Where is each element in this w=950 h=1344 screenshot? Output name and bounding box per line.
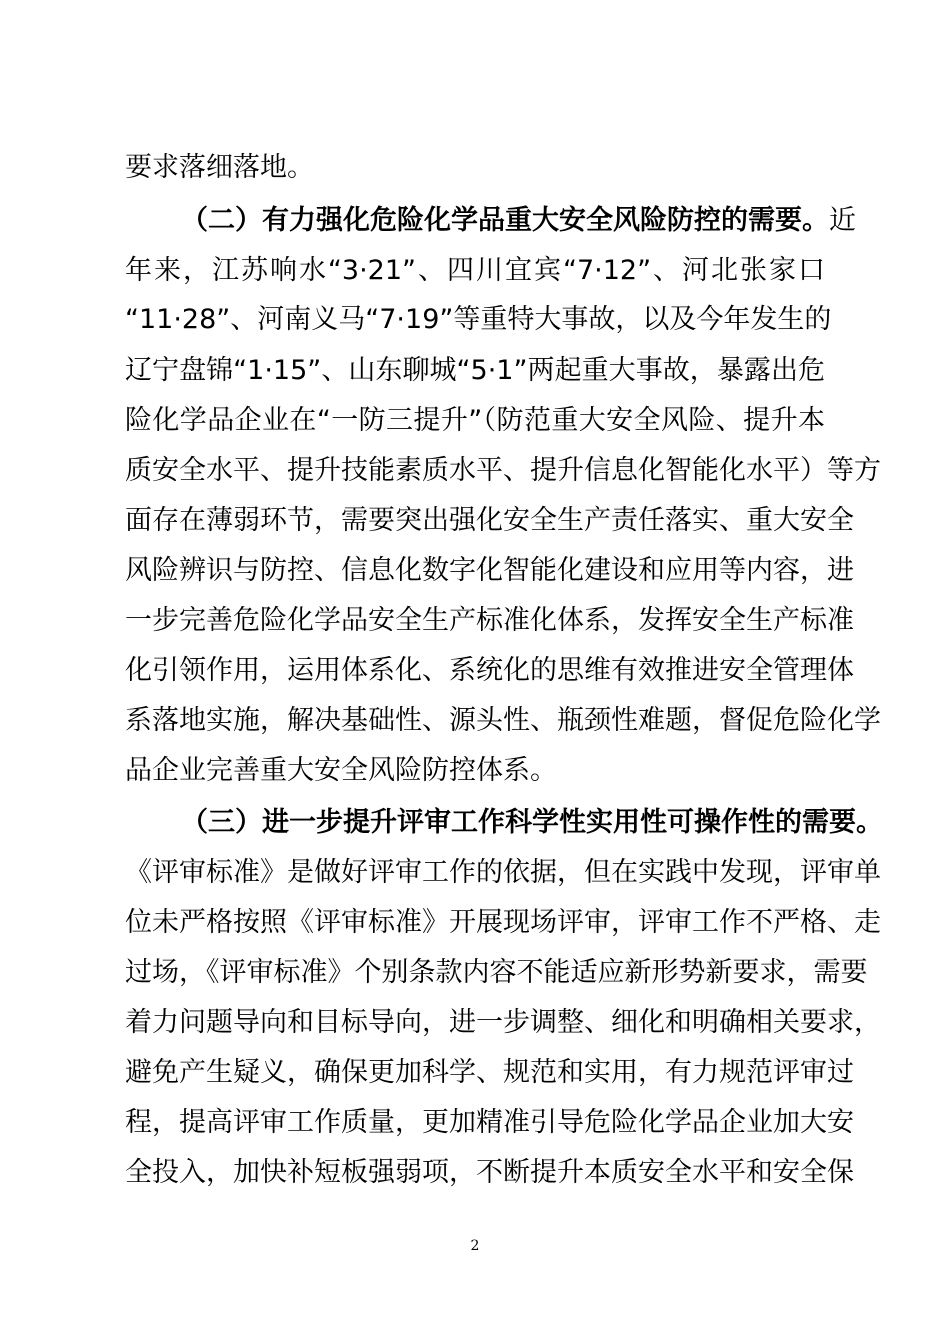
text-line: 辽宁盘锦“1·15”、山东聊城“5·1”两起重大事故，暴露出危 [125, 355, 825, 386]
text-line: 过场，《评审标准》个别条款内容不能适应新形势新要求，需要 [125, 957, 868, 988]
text-line: 一步完善危险化学品安全生产标准化体系，发挥安全生产标准 [125, 605, 854, 636]
section-heading-line: （二）有力强化危险化学品重大安全风险防控的需要。近 [181, 205, 856, 236]
text-line: 《评审标准》是做好评审工作的依据，但在实践中发现，评审单 [125, 857, 881, 888]
section-heading: （二）有力强化危险化学品重大安全风险防控的需要。 [181, 205, 829, 236]
section-heading-line [181, 806, 883, 840]
section-heading: （三）进一步提升评审工作科学性实用性可操作性的需要。 [181, 807, 883, 838]
text-line: 风险辨识与防控、信息化数字化智能化建设和应用等内容，进 [125, 555, 854, 586]
text-line: 全投入，加快补短板强弱项，不断提升本质安全水平和安全保 [125, 1157, 854, 1188]
text-line: 程，提高评审工作质量，更加精准引导危险化学品企业加大安 [125, 1107, 854, 1138]
text-line: 避免产生疑义，确保更加科学、规范和实用，有力规范评审过 [125, 1057, 854, 1088]
text-line: 险化学品企业在“一防三提升”（防范重大安全风险、提升本 [125, 405, 825, 436]
text-line: 质安全水平、提升技能素质水平、提升信息化智能化水平）等方 [125, 455, 881, 486]
text-line: 位未严格按照《评审标准》开展现场评审，评审工作不严格、走 [125, 907, 881, 938]
text-line: 系落地实施，解决基础性、源头性、瓶颈性难题，督促危险化学 [125, 705, 881, 736]
text-line: 要求落细落地。 [125, 152, 314, 183]
text-line: 面存在薄弱环节，需要突出强化安全生产责任落实、重大安全 [125, 505, 854, 536]
page-number: 2 [470, 1238, 480, 1254]
text-line: 年来，江苏响水“3·21”、四川宜宾“7·12”、河北张家口 [125, 255, 825, 286]
text-line: 着力问题导向和目标导向，进一步调整、细化和明确相关要求， [125, 1007, 881, 1038]
text-line: 化引领作用，运用体系化、系统化的思维有效推进安全管理体 [125, 655, 854, 686]
text-line: “11·28”、河南义马“7·19”等重特大事故，以及今年发生的 [125, 304, 832, 335]
text-line: 品企业完善重大安全风险防控体系。 [125, 755, 557, 786]
